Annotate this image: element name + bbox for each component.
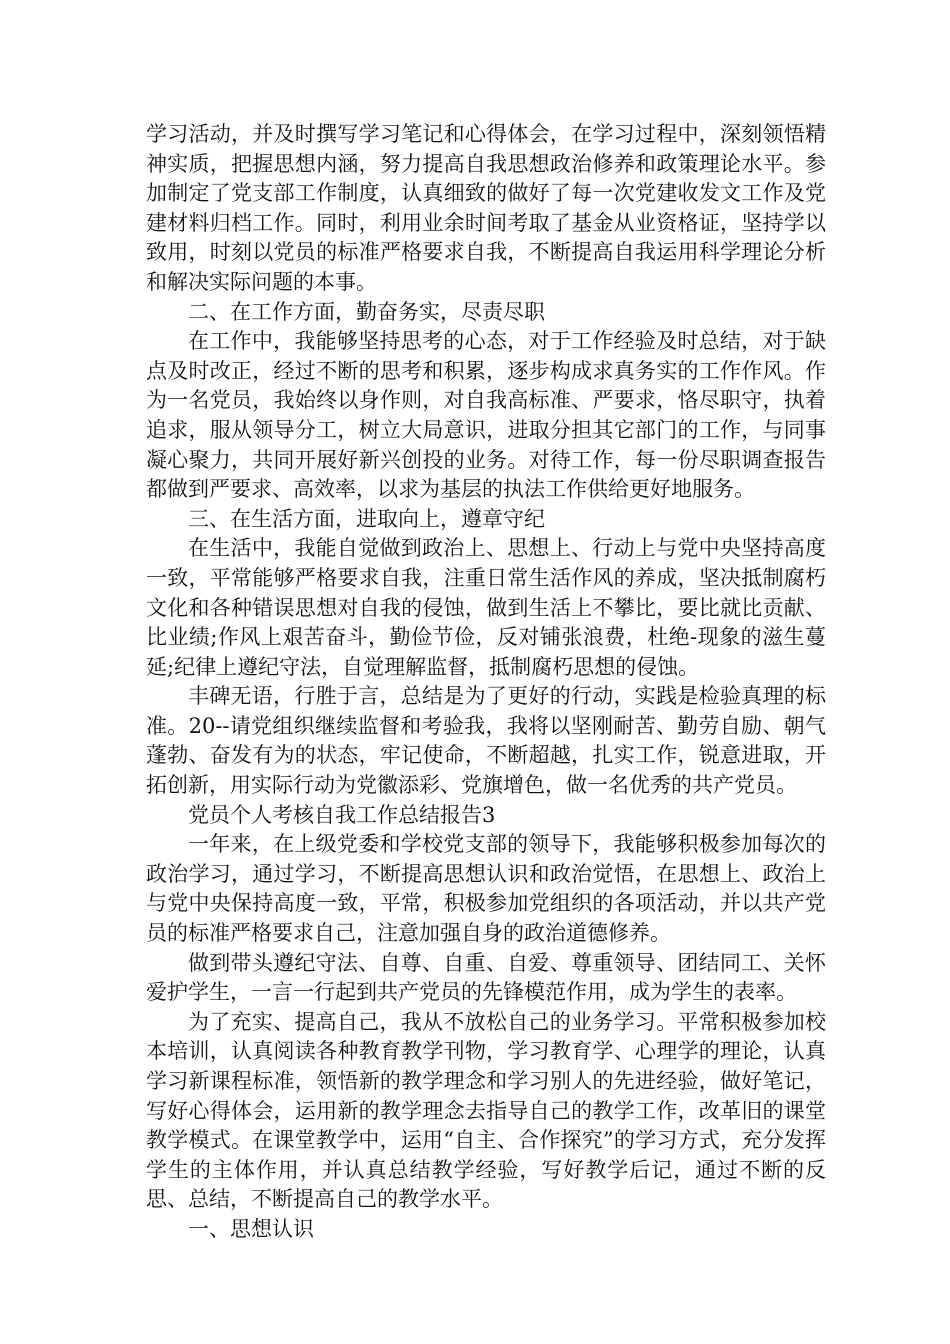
paragraph-report3-study: 为了充实、提高自己，我从不放松自己的业务学习。平常积极参加校本培训，认真阅读各种教育教学刊物，学习教育学、心理学的理论，认真学习新课程标准，领悟新的教学理念和学习别人的先进经验，做好笔记，写好心得体会，运用新的教学理念去指导自己的教学工作，改革旧的课堂教学模式。在课堂教学中，运用“自主、合作探究”的学习方式，充分发挥学生的主体作用，并认真总结教学经验，写好教学后记，通过不断的反思、总结，不断提高自己的教学水平。 <box>146 1009 826 1212</box>
section-heading-work: 二、在工作方面，勤奋务实，尽责尽职 <box>188 299 545 324</box>
paragraph-continuation: 学习活动，并及时撰写学习笔记和心得体会，在学习过程中，深刻领悟精神实质，把握思想内涵，努力提高自我思想政治修养和政策理论水平。参加制定了党支部工作制度，认真细致的做好了每一次党建收发文工作及党建材料归档工作。同时，利用业余时间考取了基金从业资格证，坚持学以致用，时刻以党员的标准严格要求自我，不断提高自我运用科学理论分析和解决实际问题的本事。 <box>146 122 826 294</box>
paragraph-conclusion: 丰碑无语，行胜于言，总结是为了更好的行动，实践是检验真理的标准。20--请党组织继续监督和考验我，我将以坚刚耐苦、勤劳自励、朝气蓬勃、奋发有为的状态，牢记使命，不断超越，扎实工作，锐意进取，开拓创新，用实际行动为党徽添彩、党旗增色，做一名优秀的共产党员。 <box>146 684 826 798</box>
paragraph-report3-intro: 一年来，在上级党委和学校党支部的领导下，我能够积极参加每次的政治学习，通过学习，不断提高思想认识和政治觉悟，在思想上、政治上与党中央保持高度一致，平常，积极参加党组织的各项活动，并以共产党员的标准严格要求自己，注意加强自身的政治道德修养。 <box>146 832 826 946</box>
paragraph-life: 在生活中，我能自觉做到政治上、思想上、行动上与党中央坚持高度一致，平常能够严格要求自我，注重日常生活作风的养成，坚决抵制腐朽文化和各种错误思想对自我的侵蚀，做到生活上不攀比，要比就比贡献、比业绩;作风上艰苦奋斗，勤俭节俭，反对铺张浪费，杜绝-现象的滋生蔓延;纪律上遵纪守法，自觉理解监督，抵制腐朽思想的侵蚀。 <box>146 536 826 679</box>
paragraph-report3-conduct: 做到带头遵纪守法、自尊、自重、自爱、尊重领导、团结同工、关怀爱护学生，一言一行起到共产党员的先锋模范作用，成为学生的表率。 <box>146 950 826 1005</box>
paragraph-work: 在工作中，我能够坚持思考的心态，对于工作经验及时总结，对于缺点及时改正，经过不断的思考和积累，逐步构成求真务实的工作作风。作为一名党员，我始终以身作则，对自我高标准、严要求，恪尽职守，执着追求，服从领导分工，树立大局意识，进取分担其它部门的工作，与同事凝心聚力，共同开展好新兴创投的业务。对待工作，每一份尽职调查报告都做到严要求、高效率，以求为基层的执法工作供给更好地服务。 <box>146 329 826 502</box>
section-heading-life: 三、在生活方面，进取向上，遵章守纪 <box>188 506 545 531</box>
section-heading-thought: 一、思想认识 <box>188 1216 314 1241</box>
report-title-3: 党员个人考核自我工作总结报告3 <box>188 802 496 827</box>
document-body <box>146 120 826 1245</box>
